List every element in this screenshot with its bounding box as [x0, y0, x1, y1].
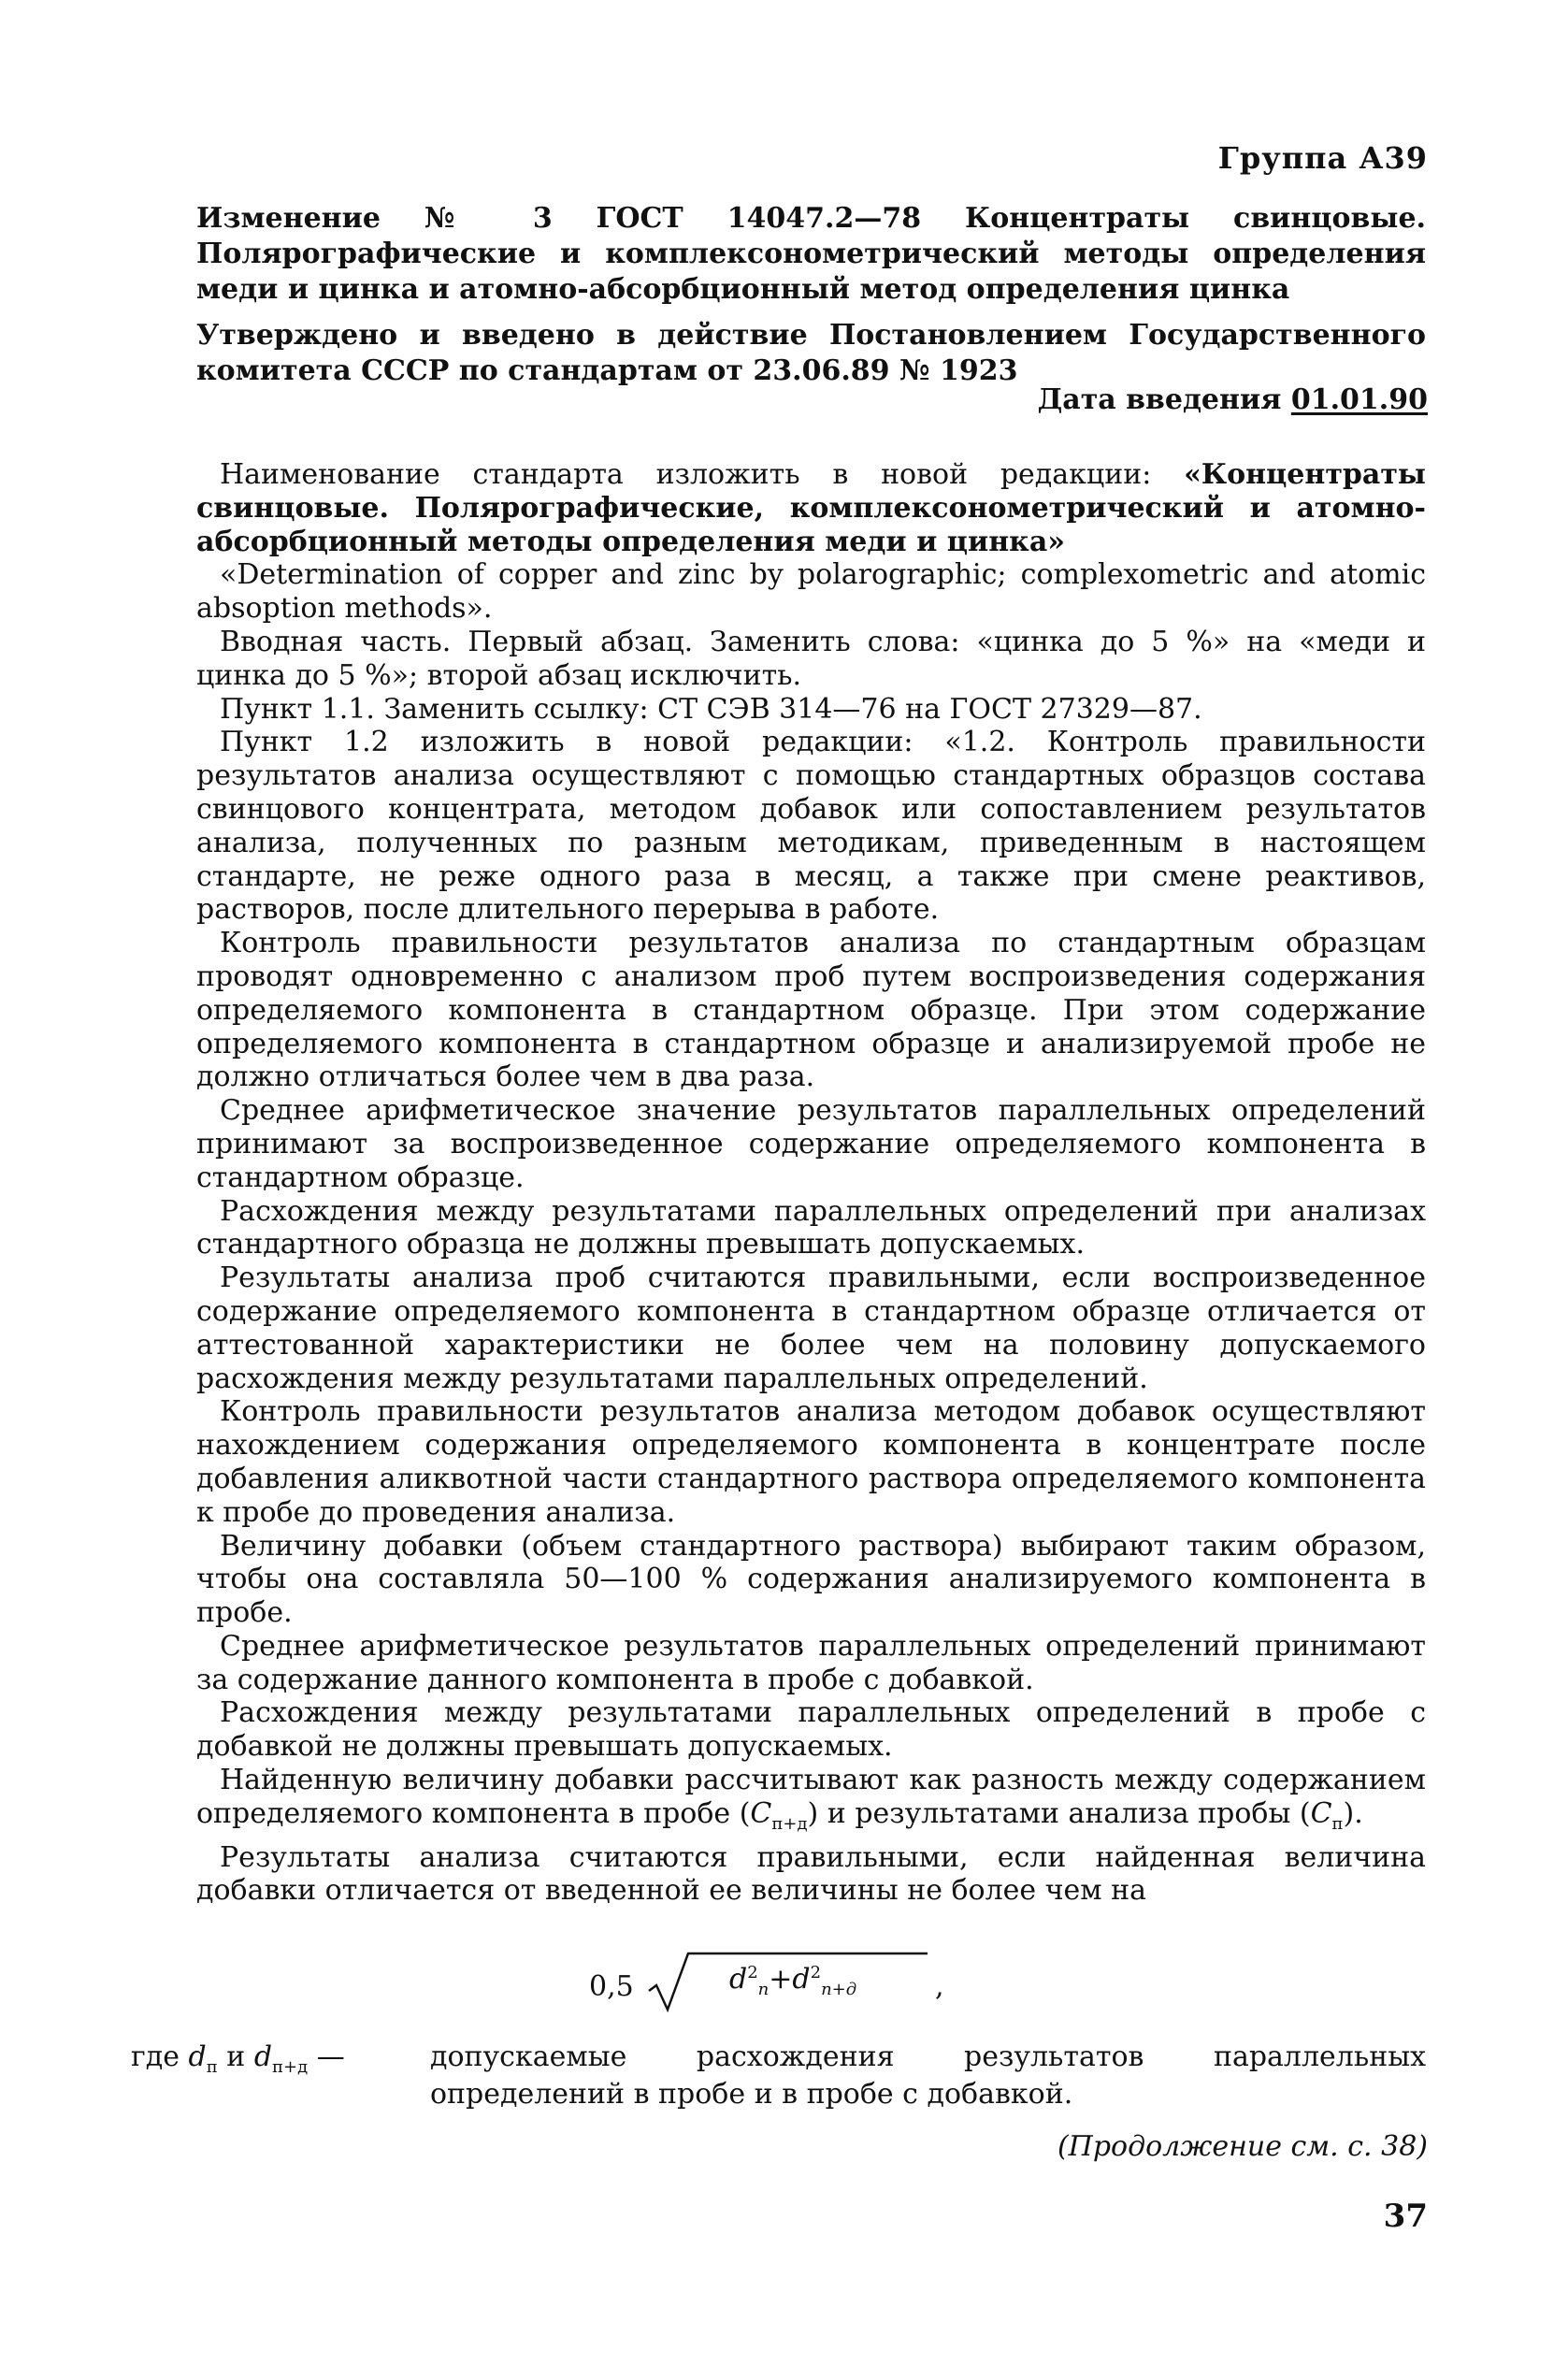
amendment-body [196, 458, 1426, 1908]
group-code: Группа А39 [1217, 140, 1428, 176]
symbol-subscript: п [1331, 1813, 1344, 1834]
subscript: п [757, 1980, 770, 1999]
paragraph: Величину добавки (объем стандартного раствора) выбирают таким образом, чтобы она составляла 50—100 % содержания анализируемого компонента в пробе. [196, 1529, 1426, 1630]
page-number: 37 [1383, 2198, 1428, 2235]
legend-text: допускаемые расхождения результатов параллельных определений в пробе и в пробе с добавкой. [430, 2040, 1426, 2111]
date-label: Дата введения [1037, 383, 1282, 416]
subscript: п+д [821, 1980, 857, 1999]
formula-coefficient: 0,5 [589, 1970, 634, 2003]
paragraph-text: ). [1343, 1796, 1363, 1830]
paragraph-english-title: «Determination of copper and zinc by polarographic; complexometric and atomic absoption methods». [196, 558, 1426, 626]
symbol-d: d [729, 1963, 748, 1996]
date-value: 01.01.90 [1290, 383, 1428, 416]
paragraph-clause-1-1: Пункт 1.1. Заменить ссылку: СТ СЭВ 314—76 на ГОСТ 27329—87. [220, 692, 1202, 726]
symbol-subscript: п+д [771, 1813, 808, 1834]
paragraph-clause-1-2: Пункт 1.2 изложить в новой редакции: «1.2. Контроль правильности результатов анализа осуществляют с помощью стандартных образцов состава свинцового концентрата, методом добавок или сопоставлением результатов анализа, полученных по разным методикам, приведенным в настоящем стандарте, не реже одного раза в месяц, а также при смене реактивов, растворов, после длительного перерыва в работе. [196, 726, 1426, 927]
formula-comma: , [935, 1970, 944, 2003]
paragraph: Результаты анализа считаются правильными, если найденная величина добавки отличается от введенной ее величины не более чем на [196, 1840, 1426, 1908]
legend-symbols [131, 2039, 345, 2086]
paragraph: Расхождения между результатами параллельных определений в пробе с добавкой не должны превышать допускаемых. [196, 1696, 1426, 1764]
exponent: 2 [747, 1963, 758, 1982]
subscript: п [206, 2057, 218, 2077]
paragraph: Расхождения между результатами параллельных определений при анализах стандартного образца не должны превышать допускаемых. [196, 1194, 1426, 1261]
where-word: где [131, 2040, 180, 2073]
symbol-c: C [1310, 1796, 1332, 1830]
continued-note: (Продолжение см. с. 38) [1057, 2130, 1428, 2163]
paragraph-added-amount [196, 1764, 1426, 1841]
amendment-title: Изменение № 3 ГОСТ 14047.2—78 Концентраты свинцовые. Полярографические и комплексонометрический методы определения меди и цинка и атомно-абсорбционный метод определения цинка [196, 202, 1426, 306]
plus-sign: + [769, 1963, 793, 1996]
paragraph: Среднее арифметическое значение результатов параллельных определений принимают за воспроизведенное содержание определяемого компонента в стандартном образце. [196, 1094, 1426, 1194]
symbol-d: d [253, 2040, 273, 2073]
dash: — [316, 2040, 345, 2073]
paragraph: Результаты анализа проб считаются правильными, если воспроизведенное содержание определяемого компонента в стандартном образце отличается от аттестованной характеристики не более чем на половину допускаемого расхождения между результатами параллельных определений. [196, 1261, 1426, 1395]
paragraph: Среднее арифметическое результатов параллельных определений принимают за содержание данного компонента в пробе с добавкой. [196, 1629, 1426, 1696]
effective-date [1038, 383, 1428, 416]
paragraph: Контроль правильности результатов анализа методом добавок осуществляют нахождением содержания определяемого компонента в концентрате после добавления аликвотной части стандартного раствора определяемого компонента к пробе до проведения анализа. [196, 1395, 1426, 1529]
exponent: 2 [810, 1963, 822, 1982]
paragraph-text: ) и результатами анализа пробы ( [807, 1796, 1311, 1830]
paragraph: Контроль правильности результатов анализа по стандартным образцам проводят одновременно с анализом проб путем воспроизведения содержания определяемого компонента в стандартном образце. При этом содержание определяемого компонента в стандартном образце и анализируемой пробе не должно отличаться более чем в два раза. [196, 927, 1426, 1094]
approval-statement: Утверждено и введено в действие Постановлением Государственного комитета СССР по стандартам от 23.06.89 № 1923 [196, 319, 1426, 387]
symbol-c: C [750, 1796, 772, 1830]
and-word: и [226, 2040, 246, 2073]
paragraph-intro: Вводная часть. Первый абзац. Заменить слова: «цинка до 5 %» на «меди и цинка до 5 %»; второй абзац исключить. [196, 625, 1426, 692]
paragraph-text: Наименование стандарта изложить в новой редакции: [220, 458, 1185, 491]
subscript: п+д [272, 2057, 309, 2077]
new-title: «Концентраты свинцовые. Полярографические, комплексонометрический и атомно-абсорбционный методы определения меди и цинка» [196, 458, 1426, 558]
paragraph-title-change [196, 458, 1426, 558]
symbol-d: d [792, 1963, 811, 1996]
symbol-d: d [188, 2040, 207, 2073]
paragraph-text: Найденную величину добавки рассчитывают как разность между содержанием определяемого компонента в пробе ( [196, 1764, 1426, 1830]
formula-radicand [729, 1963, 856, 1999]
